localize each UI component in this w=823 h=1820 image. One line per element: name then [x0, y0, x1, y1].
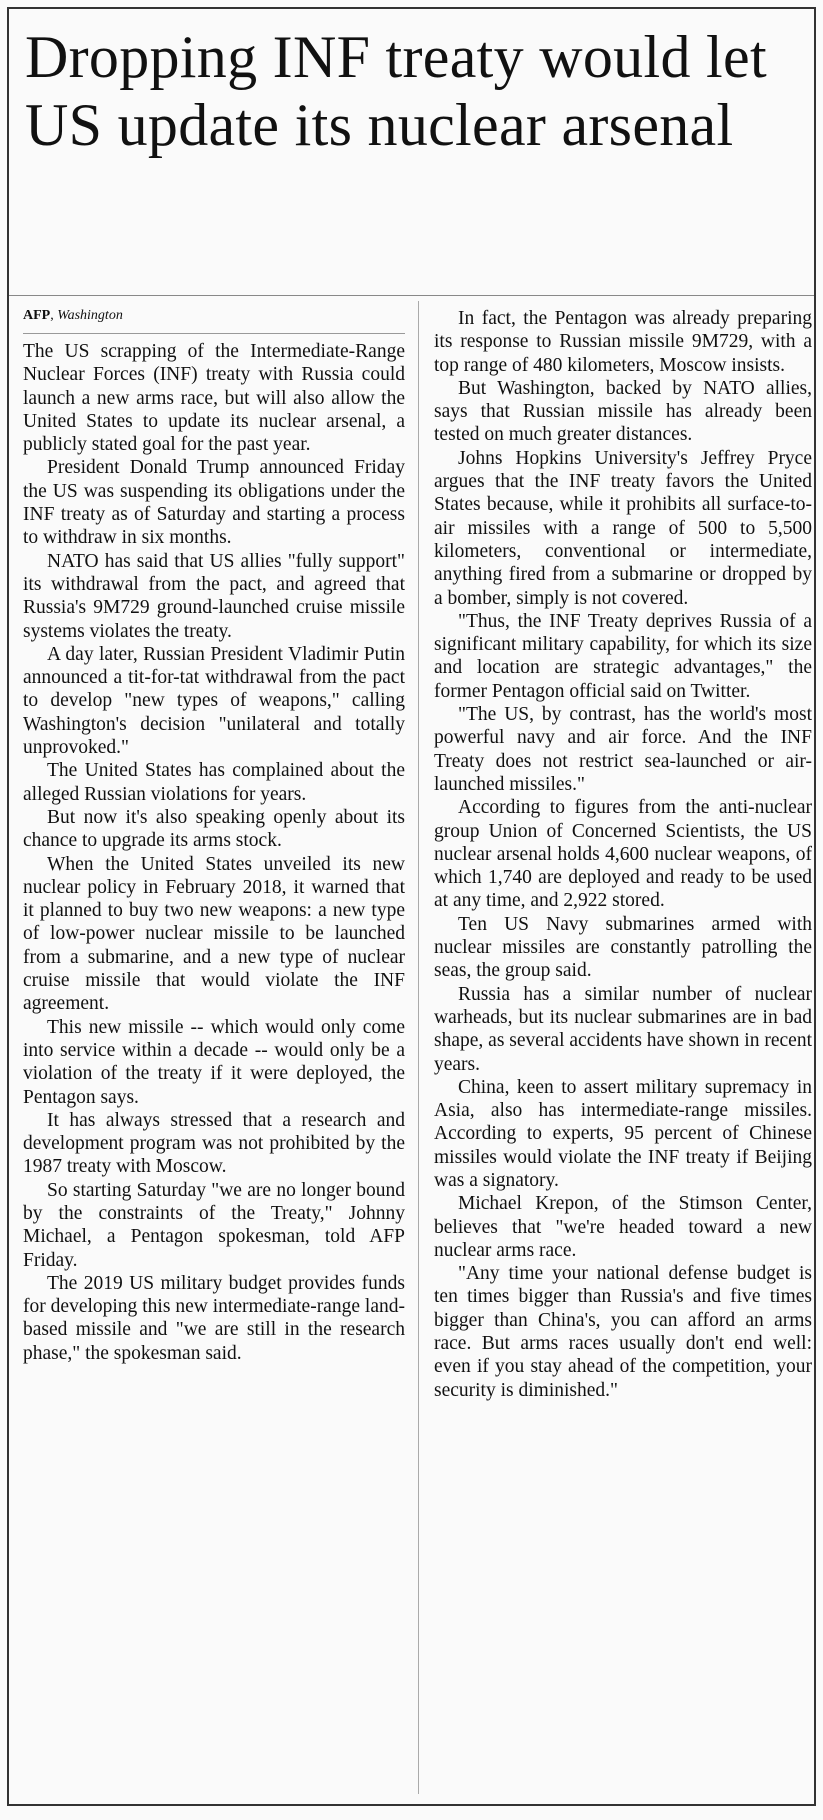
article-paragraph: Ten US Navy submarines armed with nuclear missiles are constantly patrolling the seas, the group said. — [434, 913, 812, 982]
dateline-place: Washington — [57, 308, 123, 323]
article-paragraph: But now it's also speaking openly about its chance to upgrade its arms stock. — [23, 806, 405, 852]
article-paragraph: The United States has complained about the alleged Russian violations for years. — [23, 760, 405, 805]
dateline-agency: AFP — [23, 308, 51, 323]
article-paragraph: According to figures from the anti-nuclear group Union of Concerned Scientists, the US nuclear arsenal holds 4,600 nuclear weapons, of which 1,740 are deployed and ready to be used at any time, and 2,922 stored. — [434, 797, 812, 912]
headline: Dropping INF treaty would let US update its nuclear arsenal — [25, 24, 767, 158]
article-paragraph: NATO has said that US allies "fully support" its withdrawal from the pact, and agreed that Russia's 9M729 ground-launched cruise missile systems violates the treaty. — [23, 550, 405, 642]
article-paragraph: When the United States unveiled its new nuclear policy in February 2018, it warned that it planned to buy two new weapons: a new type of low-power nuclear missile to be launched from a submarine, and a new type of nuclear cruise missile that would violate the INF agreement. — [23, 853, 405, 1015]
article-paragraph: "Any time your national defense budget is ten times bigger than Russia's and five times bigger than China's, you can afford an arms race. But arms races usually don't end well: even if you stay ahead of the competition, your security is diminished." — [434, 1263, 812, 1401]
left-column — [23, 307, 405, 1365]
article-paragraph: China, keen to assert military supremacy in Asia, also has intermediate-range missiles. According to experts, 95 percent of Chinese missiles would violate the INF treaty if Beijing was a signatory. — [434, 1076, 812, 1191]
article-paragraph: Michael Krepon, of the Stimson Center, believes that "we're headed toward a new nuclear arms race. — [434, 1193, 812, 1261]
article-paragraph: The 2019 US military budget provides funds for developing this new intermediate-range land-based missile and "we are still in the research phase," the spokesman said. — [23, 1272, 405, 1364]
article-paragraph: So starting Saturday "we are no longer bound by the constraints of the Treaty," Johnny Michael, a Pentagon spokesman, told AFP Friday. — [23, 1179, 405, 1271]
dateline: AFP, Washington — [23, 307, 405, 334]
headline-divider — [9, 295, 814, 296]
column-divider — [418, 301, 419, 1794]
right-column — [434, 307, 812, 1402]
article-paragraph: "The US, by contrast, has the world's most powerful navy and air force. And the INF Treaty does not restrict sea-launched or air-launched missiles." — [434, 704, 812, 795]
newspaper-clipping — [7, 7, 816, 1806]
article-paragraph: "Thus, the INF Treaty deprives Russia of a significant military capability, for which its size and location are strategic advantages," the former Pentagon official said on Twitter. — [434, 610, 812, 702]
article-paragraph: It has always stressed that a research and development program was not prohibited by the 1987 treaty with Moscow. — [23, 1109, 405, 1178]
article-paragraph: A day later, Russian President Vladimir Putin announced a tit-for-tat withdrawal from the pact to develop "new types of weapons," calling Washington's decision "unilateral and totally unprovoked." — [23, 643, 405, 759]
article-paragraph: Russia has a similar number of nuclear warheads, but its nuclear submarines are in bad shape, as several accidents have shown in recent years. — [434, 983, 812, 1075]
article-paragraph: President Donald Trump announced Friday the US was suspending its obligations under the INF treaty as of Saturday and starting a process to withdraw in six months. — [23, 457, 405, 549]
article-paragraph: The US scrapping of the Intermediate-Range Nuclear Forces (INF) treaty with Russia could launch a new arms race, but will also allow the United States to update its nuclear arsenal, a publicly stated goal for the past year. — [23, 341, 405, 456]
article-paragraph: But Washington, backed by NATO allies, says that Russian missile has already been tested on much greater distances. — [434, 377, 812, 446]
article-paragraph: In fact, the Pentagon was already preparing its response to Russian missile 9M729, with a top range of 480 kilometers, Moscow insists. — [434, 308, 812, 376]
article-paragraph: Johns Hopkins University's Jeffrey Pryce argues that the INF treaty favors the United States because, while it prohibits all surface-to-air missiles with a range of 500 to 5,500 kilometers, conventional or intermediate, anything fired from a submarine or dropped by a bomber, simply is not covered. — [434, 447, 812, 609]
article-paragraph: This new missile -- which would only come into service within a decade -- would only be a violation of the treaty if it were deployed, the Pentagon says. — [23, 1016, 405, 1108]
